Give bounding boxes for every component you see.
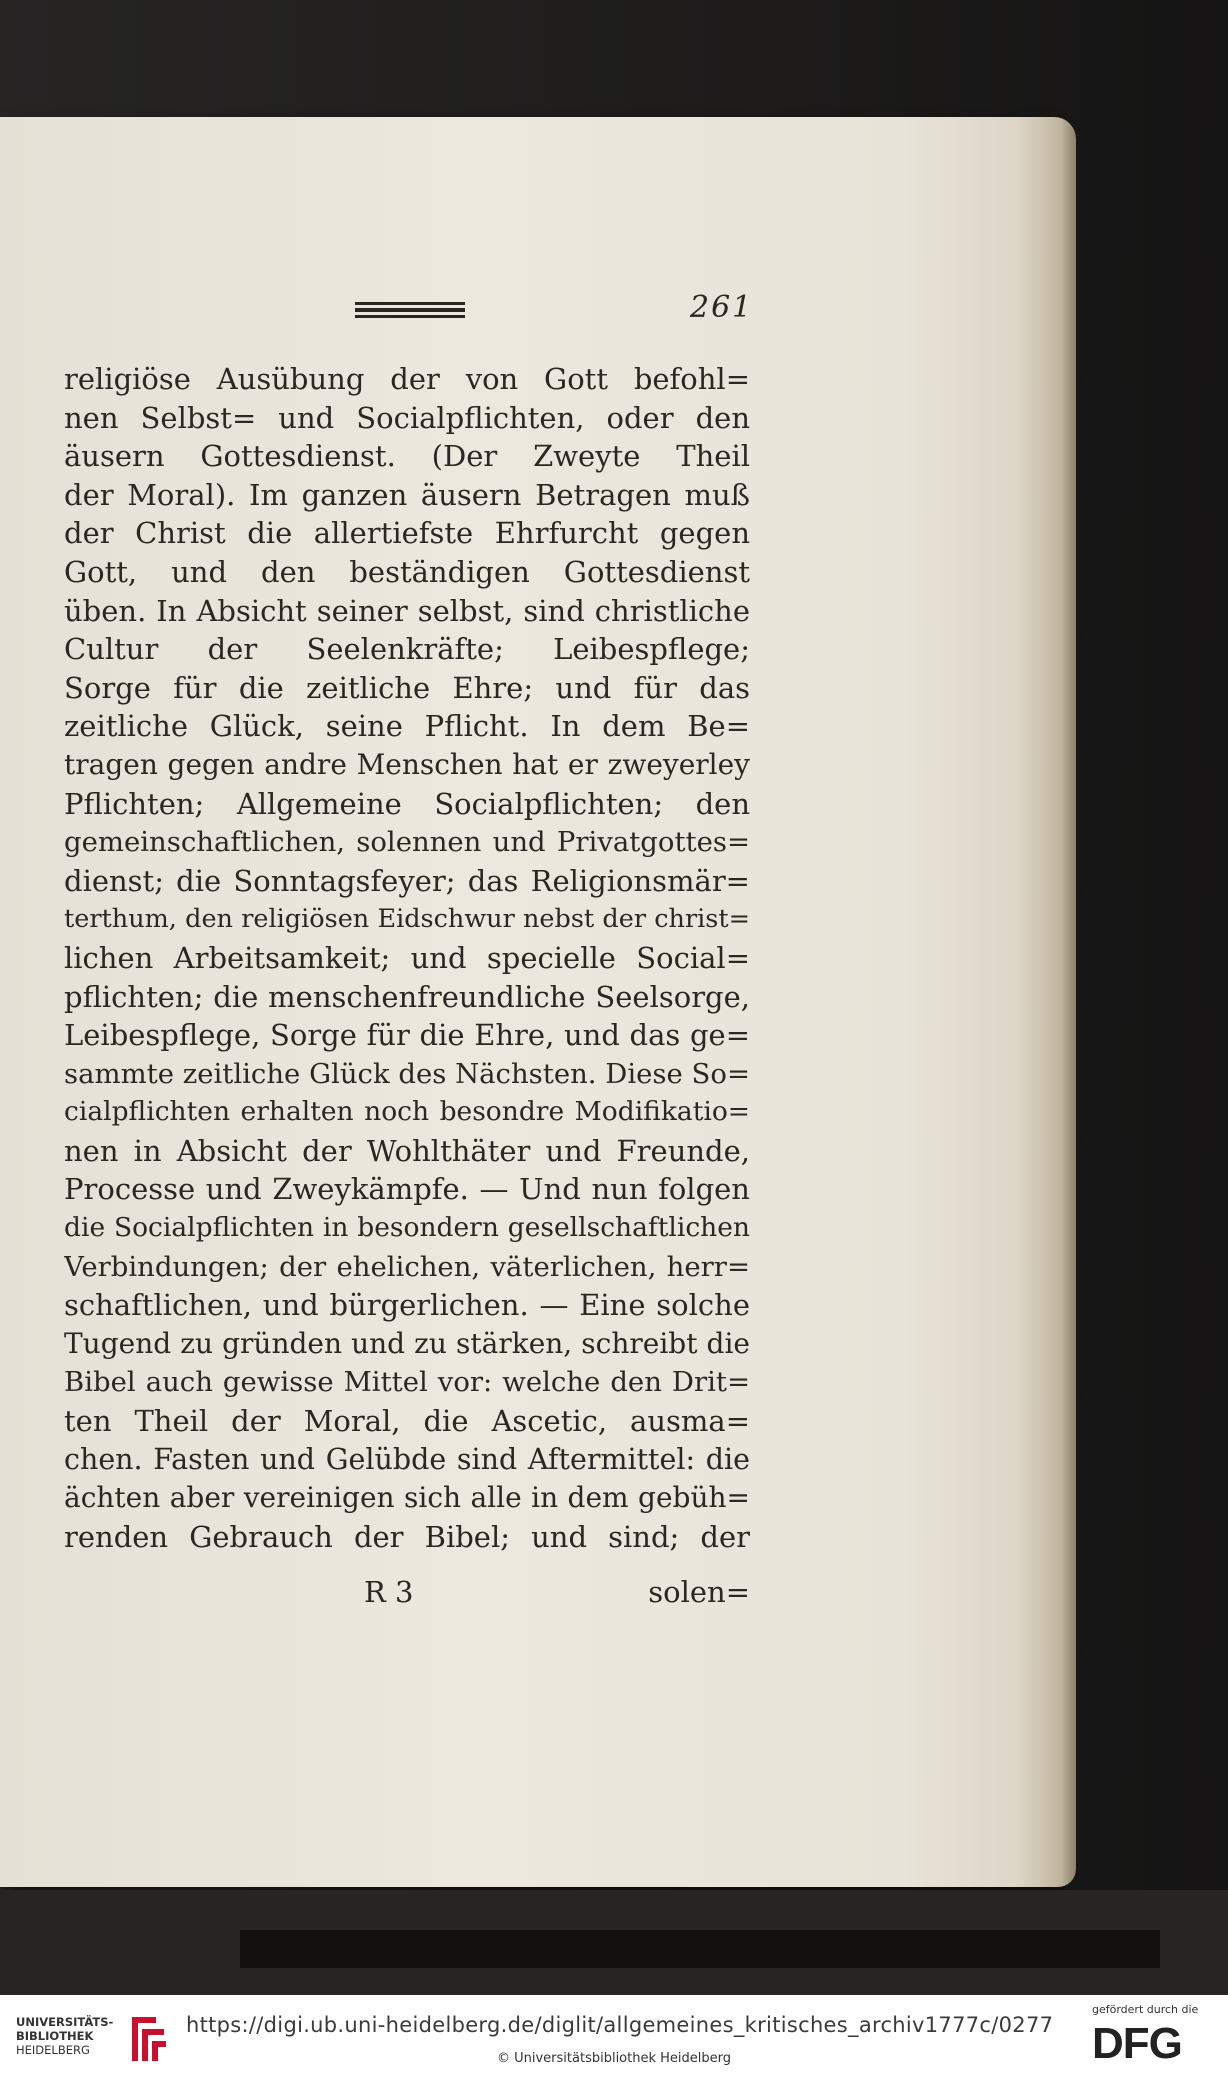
- text-line: Leibespflege, Sorge für die Ehre, und das ge=: [64, 1018, 750, 1053]
- catchword: solen=: [648, 1575, 750, 1609]
- header-rule: [355, 302, 465, 316]
- text-line: Gott, und den beständigen Gottesdienst: [64, 554, 750, 589]
- signature-mark: R 3: [364, 1575, 414, 1609]
- text-line: Verbindungen; der ehelichen, väterlichen, herr=: [64, 1250, 750, 1283]
- text-line: der Christ die allertiefste Ehrfurcht gegen: [64, 516, 750, 551]
- text-line: äusern Gottesdienst. (Der Zweyte Theil: [64, 439, 750, 474]
- text-line: üben. In Absicht seiner selbst, sind christliche: [64, 593, 750, 628]
- text-line: Cultur der Seelenkräfte; Leibespflege;: [64, 632, 750, 667]
- text-line: Sorge für die zeitliche Ehre; und für das: [64, 670, 750, 705]
- text-line: Processe und Zweykämpfe. — Und nun folgen: [64, 1172, 750, 1207]
- text-line: chen. Fasten und Gelübde sind Aftermittel: die: [64, 1442, 750, 1476]
- text-line: nen Selbst= und Socialpflichten, oder den: [64, 400, 750, 435]
- viewer-footer: [0, 1995, 1228, 2084]
- library-name-line: HEIDELBERG: [16, 2043, 90, 2057]
- text-line: dienst; die Sonntagsfeyer; das Religionsmär=: [64, 863, 750, 898]
- text-line: sammte zeitliche Glück des Nächsten. Diese So=: [64, 1057, 750, 1090]
- text-line: schaftlichen, und bürgerlichen. — Eine solche: [64, 1288, 750, 1323]
- text-line: gemeinschaftlichen, solennen und Privatgottes=: [64, 826, 750, 859]
- text-line: nen in Absicht der Wohlthäter und Freunde,: [64, 1133, 750, 1168]
- scan-background: [0, 1890, 1228, 1995]
- text-line: lichen Arbeitsamkeit; und specielle Social=: [64, 940, 750, 975]
- text-line: terthum, den religiösen Eidschwur nebst der christ=: [64, 904, 750, 935]
- page-number: 261: [690, 290, 754, 325]
- text-line: zeitliche Glück, seine Pflicht. In dem Be=: [64, 709, 750, 744]
- copyright-notice: © Universitätsbibliothek Heidelberg: [496, 2051, 731, 2066]
- text-line: tragen gegen andre Menschen hat er zweyerley: [64, 747, 750, 781]
- text-line: der Moral). Im ganzen äusern Betragen muß: [64, 477, 750, 512]
- text-line: cialpflichten erhalten noch besondre Modifikatio=: [64, 1096, 750, 1128]
- page-edge: [1016, 117, 1076, 1887]
- page-text: [64, 360, 750, 1556]
- library-name-line: UNIVERSITÄTS-: [16, 2015, 114, 2029]
- dfg-logo: DFG: [1092, 2019, 1182, 2068]
- text-line: ten Theil der Moral, die Ascetic, ausma=: [64, 1404, 750, 1439]
- text-line: Pflichten; Allgemeine Socialpflichten; den: [64, 786, 750, 821]
- permalink-url[interactable]: https://digi.ub.uni-heidelberg.de/diglit/allgemeines_kritisches_archiv1777c/0277: [186, 2013, 1054, 2037]
- library-name-line: BIBLIOTHEK: [16, 2029, 94, 2043]
- catch-line: [64, 1575, 750, 1615]
- funding-note: gefördert durch die: [1092, 2003, 1199, 2016]
- text-line: renden Gebrauch der Bibel; und sind; der: [64, 1519, 750, 1554]
- text-line: Tugend zu gründen und zu stärken, schreibt die: [64, 1326, 750, 1360]
- text-line: ächten aber vereinigen sich alle in dem gebüh=: [64, 1481, 750, 1515]
- scan-shadow: [240, 1930, 1160, 1968]
- text-line: Bibel auch gewisse Mittel vor: welche den Drit=: [64, 1366, 750, 1399]
- text-line: pflichten; die menschenfreundliche Seelsorge,: [64, 979, 750, 1014]
- text-line: religiöse Ausübung der von Gott befohl=: [64, 362, 750, 396]
- text-line: die Socialpflichten in besondern gesellschaftlichen: [64, 1212, 750, 1244]
